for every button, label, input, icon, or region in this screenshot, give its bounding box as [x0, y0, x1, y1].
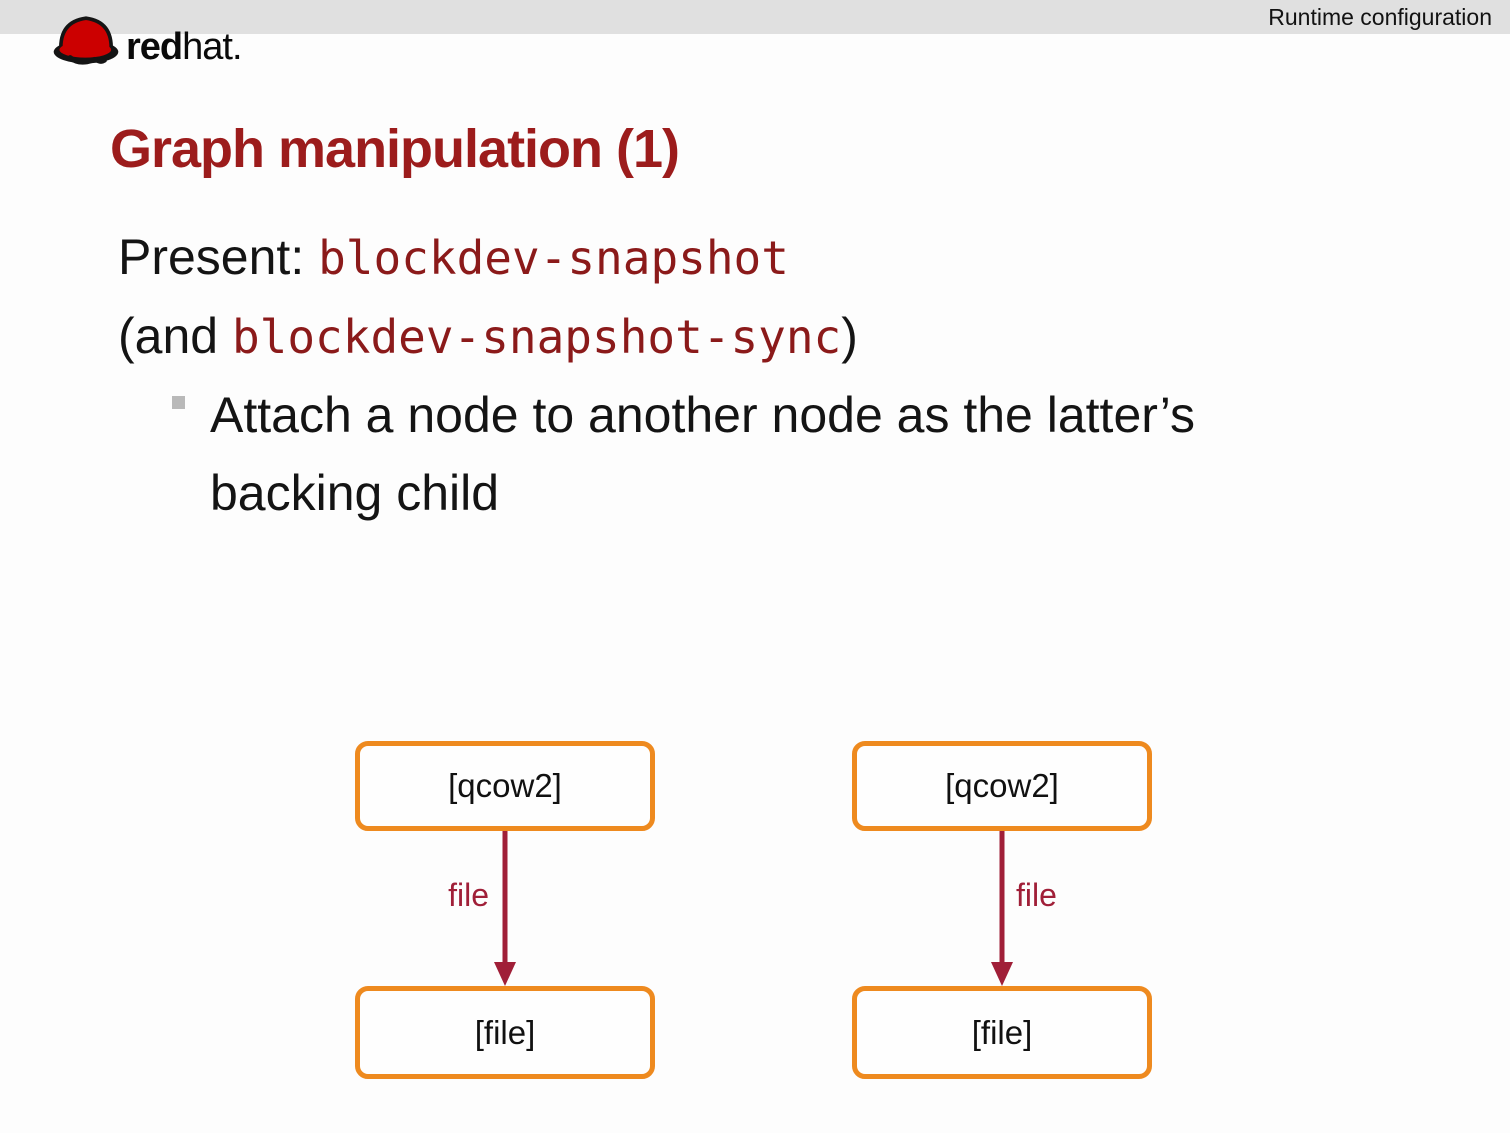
- arrowhead-down-icon: [494, 962, 516, 986]
- backing-edge: [852, 831, 1152, 986]
- present-label: Present:: [118, 229, 319, 285]
- file-node: [file]: [852, 986, 1152, 1079]
- qcow2-node: [qcow2]: [852, 741, 1152, 831]
- redhat-wordmark-bold: red: [126, 26, 183, 68]
- redhat-wordmark-rest: hat.: [182, 26, 242, 68]
- edge-label-file: file: [1016, 877, 1057, 913]
- redhat-wordmark: [126, 28, 242, 72]
- slide-title: Graph manipulation (1): [110, 119, 680, 179]
- bullet-item: [210, 376, 1195, 532]
- file-node: [file]: [355, 986, 655, 1079]
- backing-edge: [355, 831, 655, 986]
- intro-text: [118, 218, 858, 376]
- edge-line: [503, 831, 508, 964]
- code-blockdev-snapshot-sync: blockdev-snapshot-sync: [231, 310, 842, 364]
- redhat-hat-icon: [50, 6, 122, 72]
- edge-label-file: file: [448, 877, 489, 913]
- code-blockdev-snapshot: blockdev-snapshot: [318, 231, 789, 285]
- intro-line-present: [118, 218, 858, 297]
- node-graph-left: [355, 741, 655, 1079]
- bullet-list: [210, 376, 1195, 532]
- edge-line: [1000, 831, 1005, 964]
- arrowhead-down-icon: [991, 962, 1013, 986]
- header-section-label: Runtime configuration: [1268, 4, 1492, 30]
- bullet-text-line-1: Attach a node to another node as the latter’s: [210, 387, 1195, 443]
- qcow2-node: [qcow2]: [355, 741, 655, 831]
- bullet-square-icon: [172, 396, 185, 409]
- node-graph-right: [852, 741, 1152, 1079]
- and-open-paren: (and: [118, 308, 232, 364]
- redhat-logo: [50, 6, 242, 72]
- close-paren: ): [841, 308, 858, 364]
- intro-line-sync: [118, 297, 858, 376]
- bullet-text-line-2: backing child: [210, 465, 500, 521]
